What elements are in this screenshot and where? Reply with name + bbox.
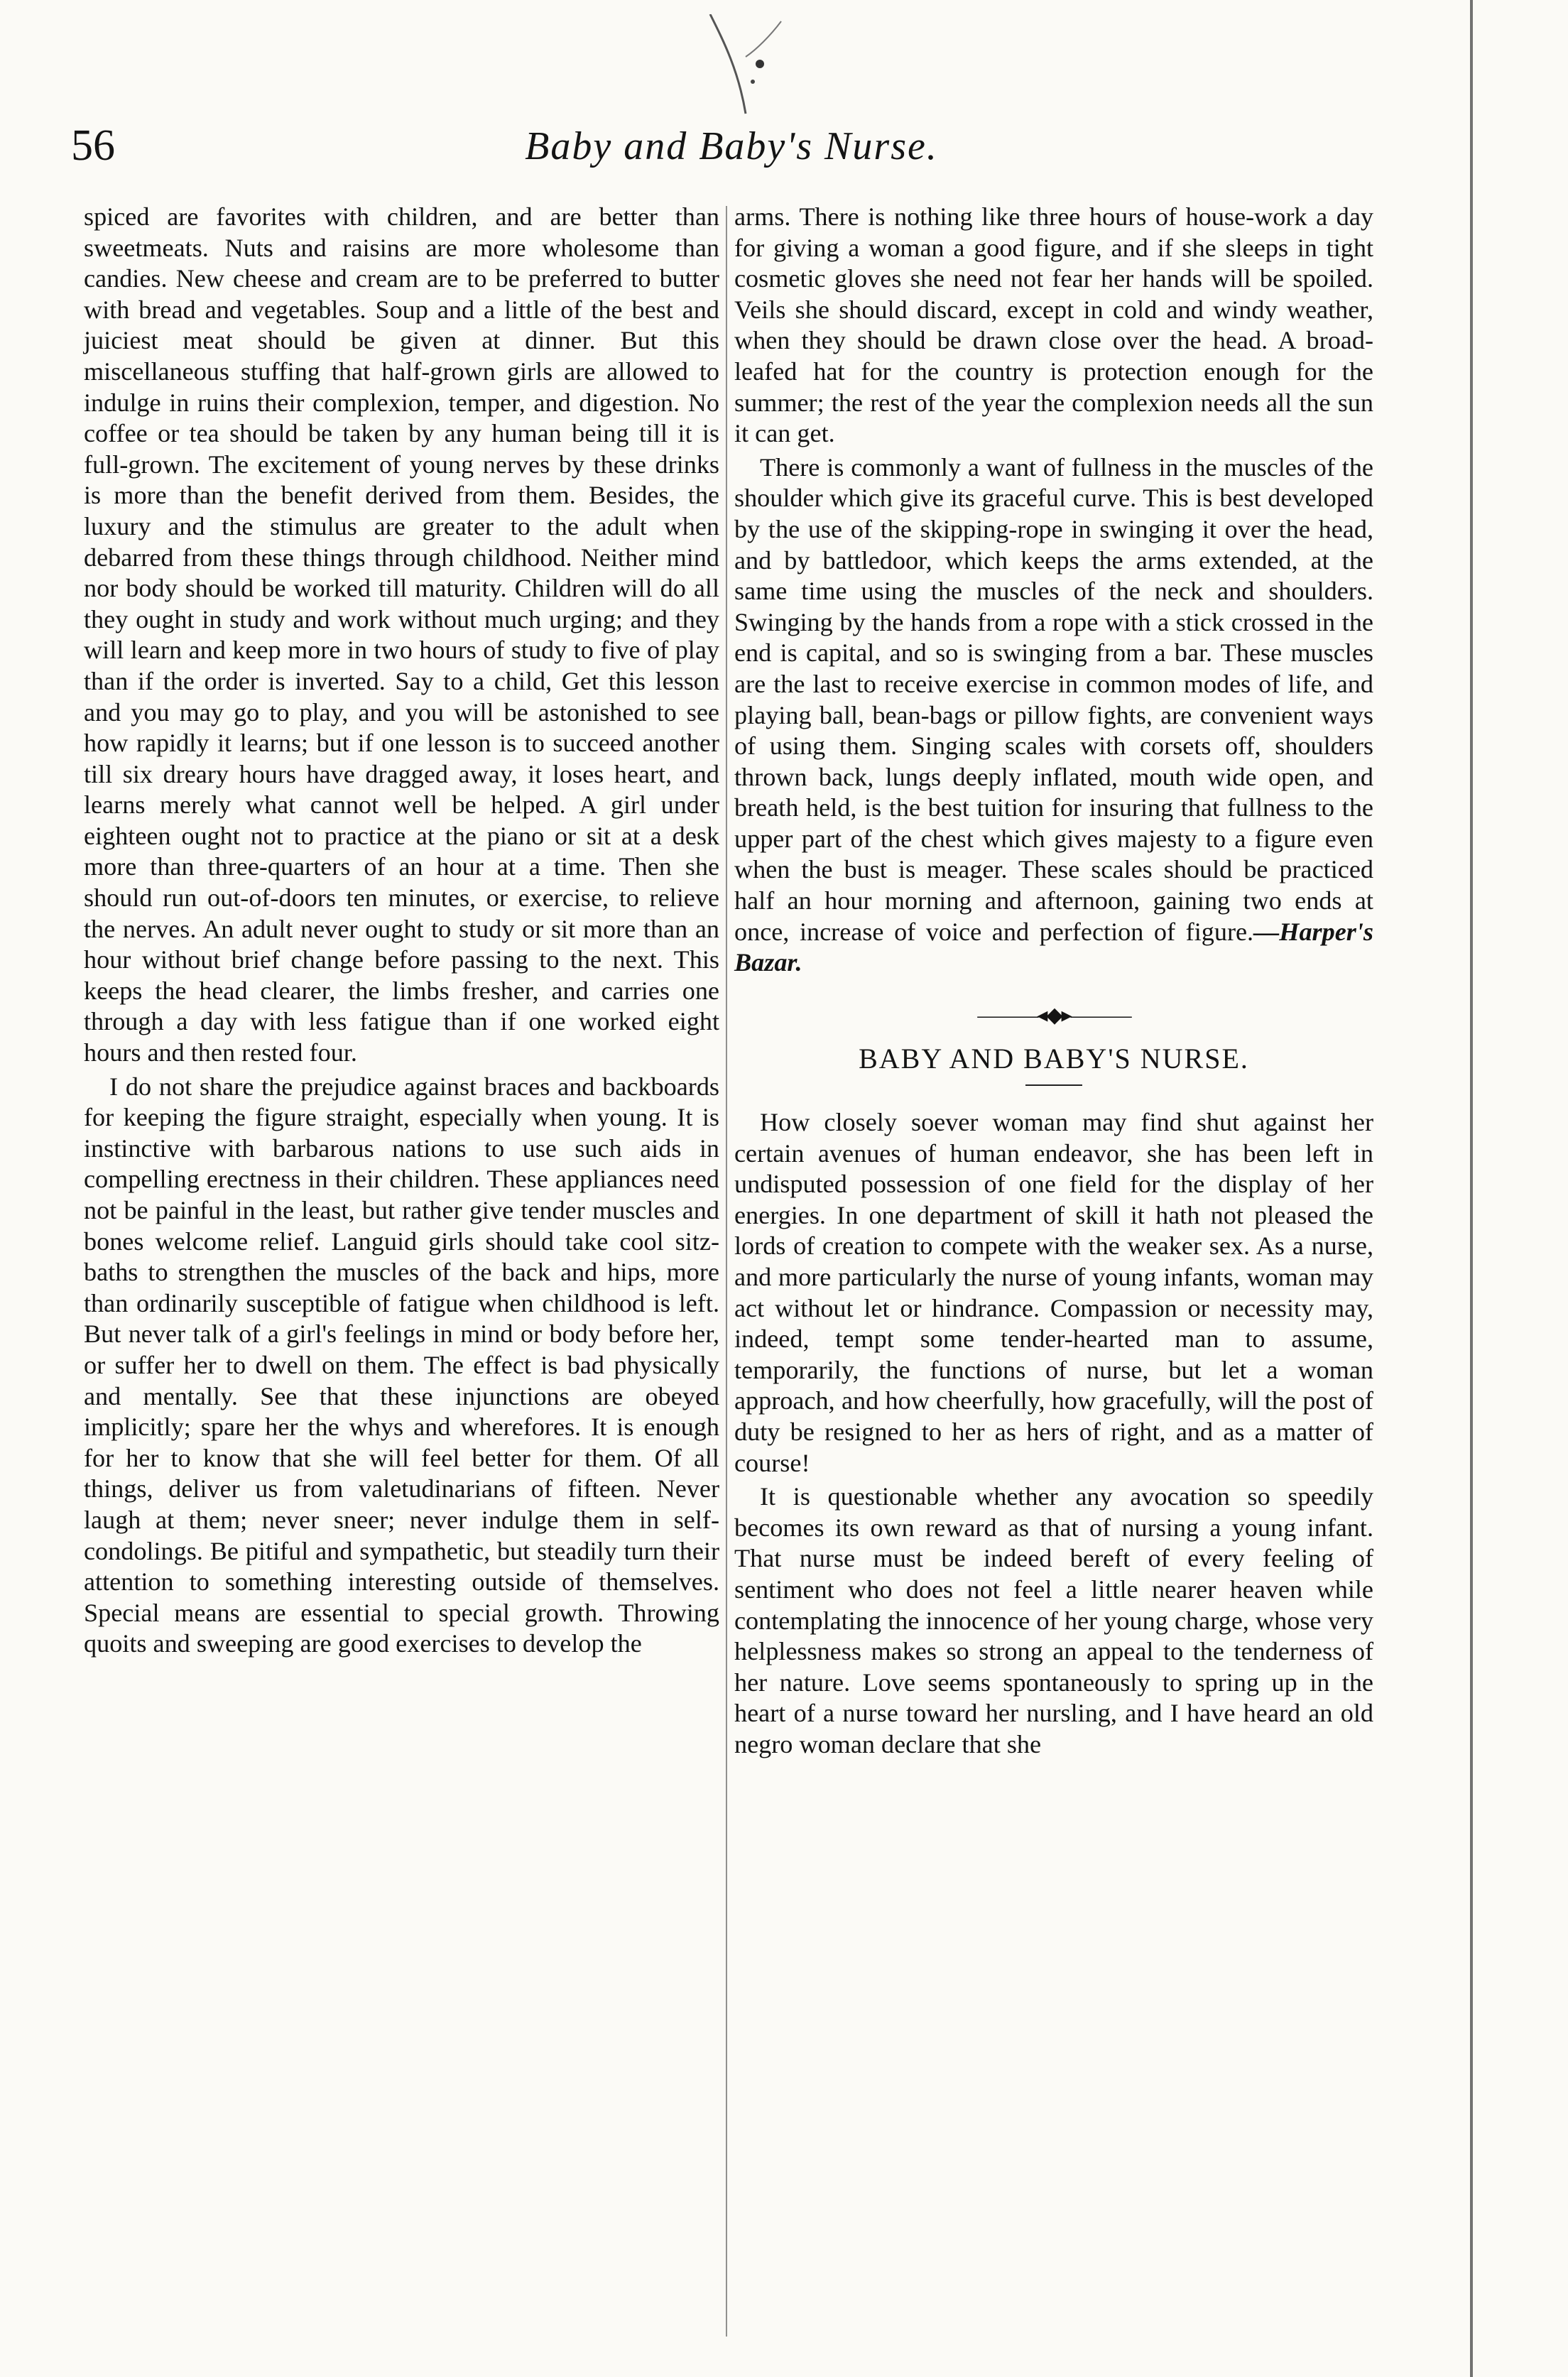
left-paragraph-1: spiced are favorites with children, and are better than sweetmeats. Nuts and raisins are more wholesome than candies. New cheese and cream are to be preferred to butter with bread and vegetables. Soup and a little of the best and juiciest meat should be given at dinner. But this miscellaneous stuffing that half-grown girls are allowed to indulge in ruins their complexion, temper, and digestion. No coffee or tea should be taken by any human being till it is full-grown. The excitement of young nerves by these drinks is more than the benefit derived from them. Besides, the luxury and the stimulus are greater to the adult when debarred from these things through childhood. Neither mind nor body should be worked till maturity. Children will do all they ought in study and work without much urging; and they will learn and keep more in two hours of study to five of play than if the order is inverted. Say to a child, Get this lesson and you may go to play, and you will be astonished to see how rapidly it learns; but if one lesson is to succeed another till six dreary hours have dragged away, it loses heart, and learns merely what cannot well be helped. A girl under eighteen ought not to practice at the piano or sit at a desk more than three-quarters of an hour at a time. Then she should run out-of-doors ten minutes, or exercise, to relieve the nerves. An adult never ought to study or sit more than an hour without brief change before passing to the next. This keeps the head clearer, the limbs fresher, and carries one through a day with less fatigue than if one worked eight hours and then rested four. [84, 202, 719, 1067]
page-number: 56 [71, 121, 115, 170]
right-column [734, 202, 1373, 1761]
right-paragraph-1: arms. There is nothing like three hours of house-work a day for giving a woman a good figure, and if she sleeps in tight cosmetic gloves she need not fear her hands will be spoiled. Veils she should discard, except in cold and windy weather, when they should be drawn close over the head. A broad-leafed hat for the country is protection enough for the summer; the rest of the year the complexion needs all the sun it can get. [734, 202, 1373, 448]
heading-rule [1025, 1084, 1082, 1086]
running-title: Baby and Baby's Nurse. [525, 124, 938, 168]
section-ornament: ———◂◆▸——— [977, 1003, 1131, 1027]
column-divider [726, 206, 727, 2337]
section-heading: BABY AND BABY'S NURSE. [859, 1043, 1249, 1075]
section-paragraph-2: It is questionable whether any avocation so speedily becomes its own reward as that of nursing a young infant. That nurse must be indeed bereft of every feeling of sentiment who does not feel a little nearer heaven while contemplating the innocence of her young charge, whose very helplessness makes so strong an appeal to the tenderness of her nature. Love seems spontaneously to spring up in the heart of a nurse toward her nursling, and I have heard an old negro woman declare that she [734, 1482, 1373, 1758]
page-header [71, 114, 1392, 192]
right-paragraph-2 [734, 452, 1373, 979]
section-paragraph-1: How closely soever woman may find shut against her certain avenues of human endeavor, she has been left in undisputed possession of one field for the display of her energies. In one department of skill it hath not pleased the lords of creation to compete with the weaker sex. As a nurse, and more particularly the nurse of young infants, woman may act without let or hindrance. Compassion or necessity may, indeed, tempt some tender-hearted man to assume, temporarily, the functions of nurse, but let a woman approach, and how cheerfully, how gracefully, will the post of duty be resigned to her as hers of right, and as a matter of course! [734, 1108, 1373, 1477]
right-paragraph-2-text: There is commonly a want of fullness in the muscles of the shoulder which give its graceful curve. This is best developed by the use of the skipping-rope in swinging it over the head, and by battledoor, which keeps the arms extended, at the same time using the muscles of the neck and shoulders. Swinging by the hands from a rope with a stick crossed in the end is capital, and so is swinging from a bar. These muscles are the last to receive exercise in common modes of life, and playing ball, bean-bags or pillow fights, are convenient ways of using them. Singing scales with corsets off, shoulders thrown back, lungs deeply inflated, mouth wide open, and breath held, is the best tuition for insuring that fullness to the upper part of the chest which gives majesty to a figure even when the bust is meager. These scales should be practiced half an hour morning and afternoon, gaining two ends at once, increase of voice and perfection of figure. [734, 452, 1373, 946]
left-column [84, 202, 719, 1660]
attribution: —Harper's Bazar. [734, 917, 1373, 977]
left-paragraph-2: I do not share the prejudice against braces and backboards for keeping the figure straight, especially when young. It is instinctive with barbarous nations to use such aids in compelling erectness in their children. These appliances need not be painful in the least, but rather give tender muscles and bones welcome relief. Languid girls should take cool sitz-baths to strengthen the muscles of the back and hips, more than ordinarily susceptible of fatigue when childhood is left. But never talk of a girl's feelings in mind or body before her, or suffer her to dwell on them. The effect is bad physically and mentally. See that these injunctions are obeyed implicitly; spare her the whys and wherefores. It is enough for her to know that she will feel better for them. Of all things, deliver us from valetudinarians of fifteen. Never laugh at them; never sneer; never indulge them in self-condolings. Be pitiful and sympathetic, but steadily turn their attention to something interesting outside of themselves. Special means are essential to special growth. Throwing quoits and sweeping are good exercises to develop the [84, 1072, 719, 1658]
ink-smudge-mark [703, 14, 788, 121]
page-edge-line [1470, 0, 1473, 2377]
